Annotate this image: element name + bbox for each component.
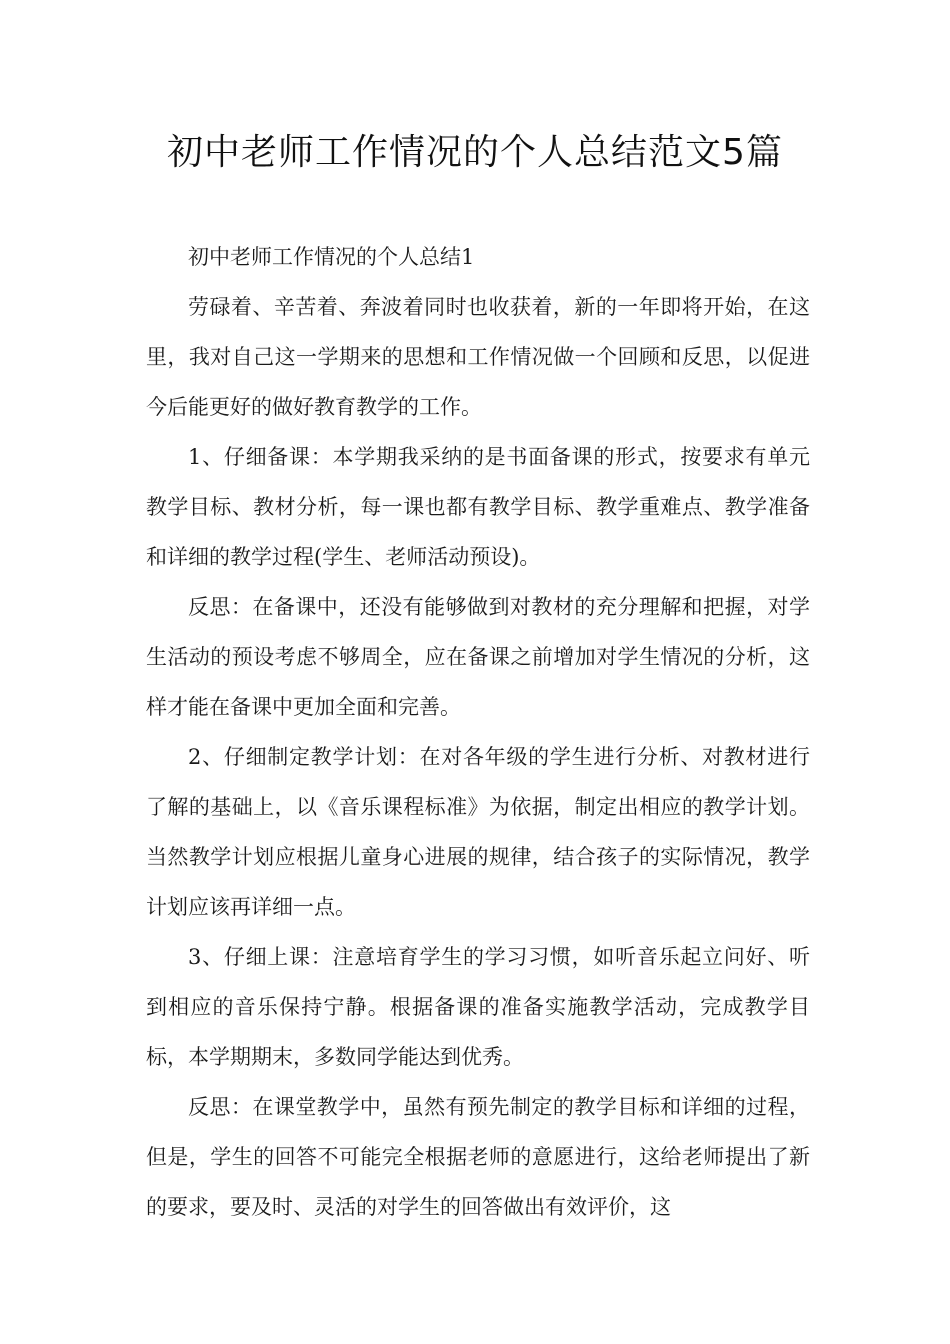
paragraph: 2、仔细制定教学计划：在对各年级的学生进行分析、对教材进行了解的基础上，以《音乐课程标准》为依据，制定出相应的教学计划。当然教学计划应根据儿童身心进展的规律，结合孩子的实际情况，教学计划应该再详细一点。: [146, 745, 810, 919]
paragraph: 3、仔细上课：注意培育学生的学习习惯，如听音乐起立问好、听到相应的音乐保持宁静。根据备课的准备实施教学活动，完成教学目标，本学期期末，多数同学能达到优秀。: [146, 945, 810, 1069]
paragraph: 反思：在课堂教学中，虽然有预先制定的教学目标和详细的过程，但是，学生的回答不可能完全根据老师的意愿进行，这给老师提出了新的要求，要及时、灵活的对学生的回答做出有效评价，这: [146, 1095, 810, 1219]
paragraph: 1、仔细备课：本学期我采纳的是书面备课的形式，按要求有单元教学目标、教材分析，每一课也都有教学目标、教学重难点、教学准备和详细的教学过程(学生、老师活动预设)。: [146, 445, 810, 569]
paragraph: 劳碌着、辛苦着、奔波着同时也收获着，新的一年即将开始，在这里，我对自己这一学期来的思想和工作情况做一个回顾和反思，以促进今后能更好的做好教育教学的工作。: [146, 295, 810, 419]
document-title: 初中老师工作情况的个人总结范文5篇: [167, 132, 783, 173]
paragraph: 反思：在备课中，还没有能够做到对教材的充分理解和把握，对学生活动的预设考虑不够周全，应在备课之前增加对学生情况的分析，这样才能在备课中更加全面和完善。: [146, 595, 810, 719]
document-body: [146, 232, 810, 1232]
section-heading: 初中老师工作情况的个人总结1: [188, 245, 475, 269]
